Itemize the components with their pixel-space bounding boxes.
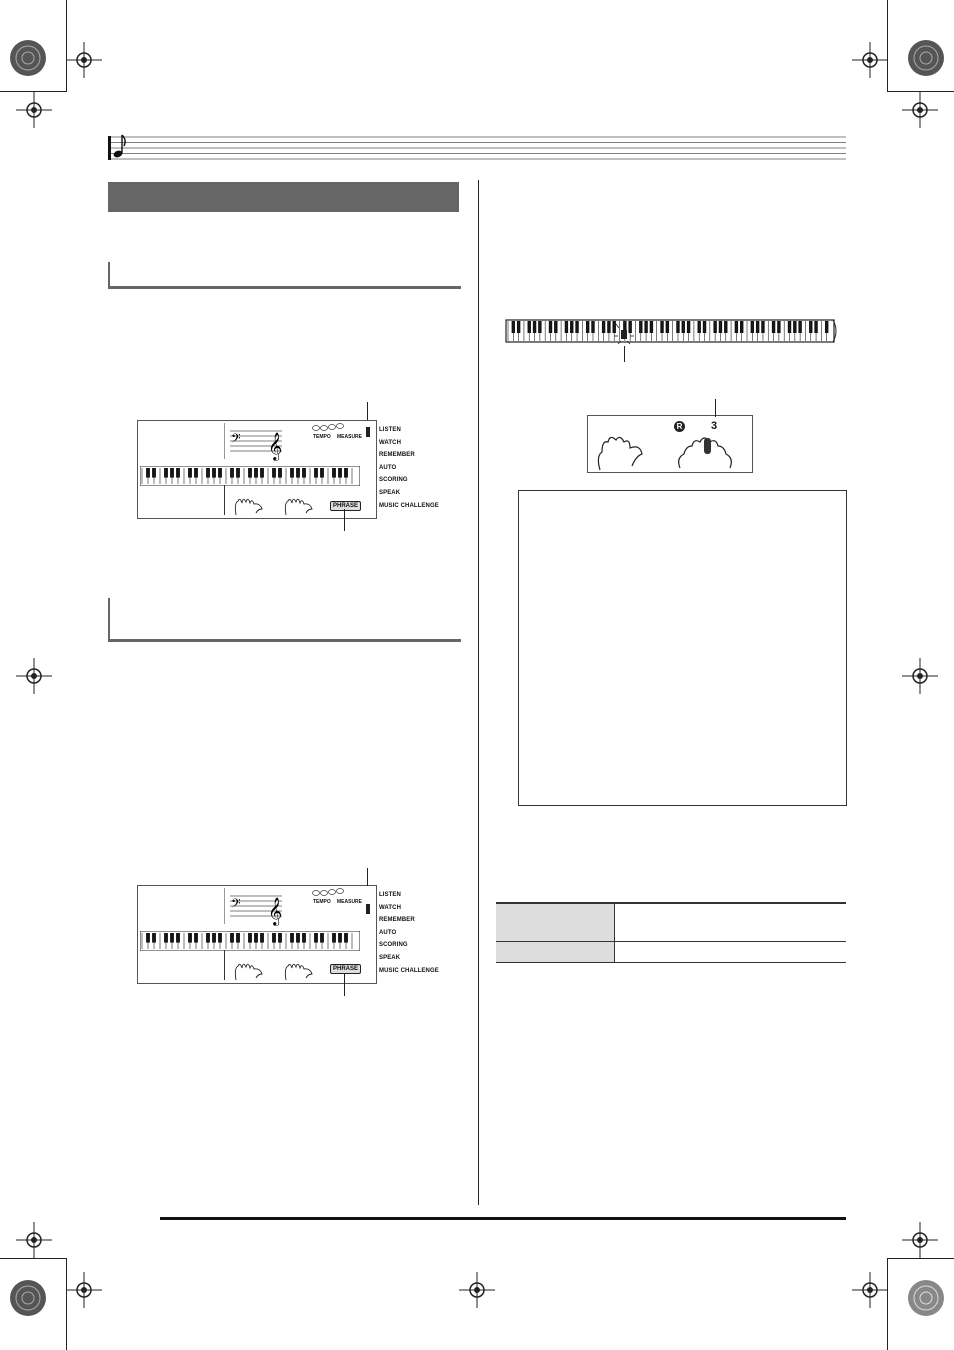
- function-table: [496, 902, 846, 963]
- svg-text:𝄞: 𝄞: [268, 432, 283, 460]
- subheading-1: [108, 262, 461, 289]
- registration-mark: [902, 92, 938, 128]
- callout-line: [344, 974, 345, 996]
- mode-indicator: [366, 904, 370, 914]
- mode-indicator: [366, 427, 370, 437]
- table-cell: [496, 942, 615, 963]
- starburst-mark-top-left: [8, 38, 48, 78]
- mode-listen: LISTEN: [379, 427, 401, 433]
- note-box: [518, 490, 847, 806]
- table-row: [496, 903, 846, 942]
- tempo-label: TEMPO: [313, 434, 331, 440]
- mode-auto: AUTO: [379, 929, 397, 936]
- mode-auto: AUTO: [379, 464, 397, 471]
- table-cell: [496, 903, 615, 942]
- mode-scoring: SCORING: [379, 477, 408, 484]
- mode-listen: LISTEN: [379, 892, 401, 898]
- hands-icon: [232, 495, 332, 517]
- header-staff: [108, 136, 846, 160]
- phrase-indicator: PHRASE: [330, 964, 361, 974]
- callout-line: [715, 399, 716, 417]
- svg-text:𝄞: 𝄞: [268, 897, 283, 925]
- finger-display: [587, 415, 753, 473]
- section-title-bar: [108, 182, 459, 212]
- table-cell: [615, 903, 847, 942]
- footer-rule: [160, 1217, 846, 1220]
- callout-line: [367, 402, 368, 420]
- mode-speak: SPEAK: [379, 954, 401, 961]
- svg-text:𝄢: 𝄢: [231, 896, 241, 914]
- measure-label: MEASURE: [337, 899, 363, 905]
- lcd-display-1: [137, 420, 377, 519]
- registration-mark: [16, 1222, 52, 1258]
- mode-scoring: SCORING: [379, 942, 408, 949]
- mode-watch: WATCH: [379, 904, 402, 911]
- table-row: [496, 942, 846, 963]
- right-hand-icon: [674, 432, 746, 472]
- lcd-display-2: [137, 885, 377, 984]
- lcd-staff-graphic: [224, 886, 374, 926]
- mode-music-challenge: MUSIC CHALLENGE: [379, 967, 439, 974]
- measure-label: MEASURE: [337, 434, 363, 440]
- right-hand-indicator: [674, 421, 685, 432]
- registration-mark: [16, 92, 52, 128]
- callout-line: [624, 346, 625, 362]
- callout-line: [367, 868, 368, 886]
- mode-remember: REMEMBER: [379, 452, 415, 459]
- starburst-mark-top-right: [906, 38, 946, 78]
- registration-mark: [902, 658, 938, 694]
- registration-mark: [852, 42, 888, 78]
- subheading-2: [108, 598, 461, 642]
- hands-icon: [232, 960, 332, 982]
- starburst-mark-bottom-left: [8, 1278, 48, 1318]
- mode-watch: WATCH: [379, 439, 402, 446]
- full-keyboard-illustration: [505, 318, 841, 346]
- hand-indicator-letter: R: [676, 422, 683, 431]
- lcd-keyboard: [140, 931, 360, 951]
- mode-music-challenge: MUSIC CHALLENGE: [379, 502, 439, 509]
- phrase-indicator: PHRASE: [330, 501, 361, 511]
- registration-mark: [66, 1272, 102, 1308]
- mode-speak: SPEAK: [379, 489, 401, 496]
- music-note-icon: [112, 132, 128, 160]
- tempo-label: TEMPO: [313, 899, 331, 905]
- registration-mark: [16, 658, 52, 694]
- lcd-staff-graphic: [224, 421, 374, 461]
- registration-mark: [852, 1272, 888, 1308]
- mode-remember: REMEMBER: [379, 917, 415, 924]
- column-divider: [478, 180, 479, 1205]
- finger-number: 3: [711, 420, 718, 432]
- starburst-mark-bottom-right: [906, 1278, 946, 1318]
- registration-mark: [66, 42, 102, 78]
- mode-list-2: [379, 889, 439, 977]
- registration-mark: [459, 1272, 495, 1308]
- registration-mark: [902, 1222, 938, 1258]
- table-cell: [615, 942, 847, 963]
- left-hand-icon: [596, 432, 662, 472]
- svg-text:𝄢: 𝄢: [231, 431, 241, 449]
- callout-line: [344, 509, 345, 531]
- lcd-keyboard: [140, 466, 360, 486]
- mode-list-1: [379, 424, 439, 512]
